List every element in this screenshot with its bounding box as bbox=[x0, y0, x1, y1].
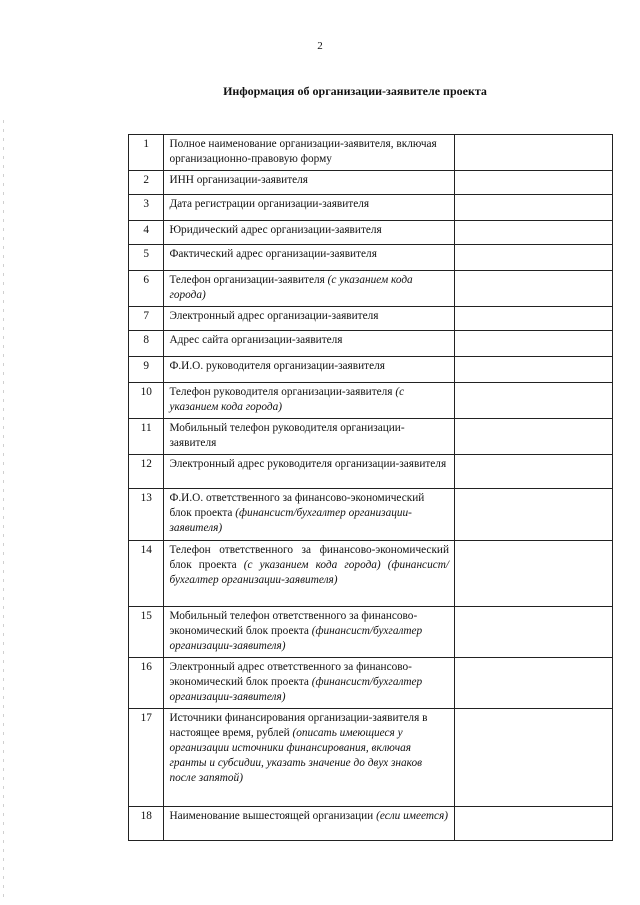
row-value-cell[interactable] bbox=[455, 331, 613, 357]
row-value-cell[interactable] bbox=[455, 195, 613, 221]
row-label-cell bbox=[164, 357, 455, 383]
table-row bbox=[129, 658, 613, 709]
row-note: (финансист/бухгалтер организации-заявителя) bbox=[169, 676, 423, 703]
row-label-cell bbox=[164, 607, 455, 658]
table-row bbox=[129, 135, 613, 171]
row-label-cell bbox=[164, 307, 455, 331]
row-number: 6 bbox=[129, 271, 164, 307]
row-label: Полное наименование организации-заявителя, включая организационно-правовую форму bbox=[169, 138, 437, 165]
organization-info-table bbox=[128, 134, 613, 841]
row-label: Источники финансирования организации-заявителя в настоящее время, рублей bbox=[169, 712, 428, 739]
row-label: Электронный адрес организации-заявителя bbox=[169, 310, 379, 322]
row-label-cell bbox=[164, 709, 455, 807]
table-row bbox=[129, 221, 613, 245]
row-value-cell[interactable] bbox=[455, 383, 613, 419]
row-value-cell[interactable] bbox=[455, 245, 613, 271]
table-row bbox=[129, 195, 613, 221]
row-number: 15 bbox=[129, 607, 164, 658]
table-row bbox=[129, 357, 613, 383]
row-label-cell bbox=[164, 195, 455, 221]
row-label-cell bbox=[164, 383, 455, 419]
row-label-cell bbox=[164, 455, 455, 489]
table-row bbox=[129, 489, 613, 541]
row-number: 14 bbox=[129, 541, 164, 607]
row-label: Телефон ответственного за финансово-экономический блок проекта bbox=[169, 544, 450, 571]
table-row bbox=[129, 709, 613, 807]
row-number: 16 bbox=[129, 658, 164, 709]
row-label: Электронный адрес руководителя организации-заявителя bbox=[169, 458, 447, 470]
scan-edge-artifact bbox=[3, 120, 4, 900]
page-title: Информация об организации-заявителе проекта bbox=[223, 84, 487, 98]
row-label: Телефон организации-заявителя bbox=[169, 274, 325, 286]
table-row bbox=[129, 419, 613, 455]
row-note: (с указанием кода города) (финансист/бухгалтер организации-заявителя) bbox=[169, 559, 450, 586]
row-number: 12 bbox=[129, 455, 164, 489]
table-row bbox=[129, 455, 613, 489]
row-number: 5 bbox=[129, 245, 164, 271]
row-number: 3 bbox=[129, 195, 164, 221]
row-number: 7 bbox=[129, 307, 164, 331]
table-row bbox=[129, 271, 613, 307]
row-label: Юридический адрес организации-заявителя bbox=[169, 224, 382, 236]
row-number: 17 bbox=[129, 709, 164, 807]
row-value-cell[interactable] bbox=[455, 807, 613, 841]
row-note: (финансист/бухгалтер организации-заявителя) bbox=[169, 625, 423, 652]
row-value-cell[interactable] bbox=[455, 489, 613, 541]
row-value-cell[interactable] bbox=[455, 357, 613, 383]
row-number: 11 bbox=[129, 419, 164, 455]
row-label-cell bbox=[164, 245, 455, 271]
row-note: (если имеется) bbox=[376, 810, 449, 822]
row-label-cell bbox=[164, 171, 455, 195]
row-label: Мобильный телефон ответственного за финансово-экономический блок проекта bbox=[169, 610, 418, 637]
page-number: 2 bbox=[317, 40, 323, 52]
row-label: Ф.И.О. руководителя организации-заявителя bbox=[169, 360, 385, 372]
row-value-cell[interactable] bbox=[455, 271, 613, 307]
row-label: Наименование вышестоящей организации bbox=[169, 810, 374, 822]
row-label: Мобильный телефон руководителя организации-заявителя bbox=[169, 422, 405, 449]
row-number: 9 bbox=[129, 357, 164, 383]
row-label-cell bbox=[164, 271, 455, 307]
row-number: 18 bbox=[129, 807, 164, 841]
row-label-cell bbox=[164, 541, 455, 607]
row-label: Телефон руководителя организации-заявителя bbox=[169, 386, 393, 398]
row-label: Дата регистрации организации-заявителя bbox=[169, 198, 370, 210]
row-value-cell[interactable] bbox=[455, 221, 613, 245]
row-value-cell[interactable] bbox=[455, 709, 613, 807]
row-label: Адрес сайта организации-заявителя bbox=[169, 334, 343, 346]
row-value-cell[interactable] bbox=[455, 419, 613, 455]
row-value-cell[interactable] bbox=[455, 658, 613, 709]
row-note: (финансист/бухгалтер организации-заявителя) bbox=[169, 507, 412, 534]
info-table-body bbox=[129, 135, 613, 841]
row-value-cell[interactable] bbox=[455, 171, 613, 195]
row-label-cell bbox=[164, 331, 455, 357]
table-row bbox=[129, 607, 613, 658]
row-number: 2 bbox=[129, 171, 164, 195]
row-label: Ф.И.О. ответственного за финансово-экономический блок проекта bbox=[169, 492, 425, 519]
row-label-cell bbox=[164, 658, 455, 709]
row-value-cell[interactable] bbox=[455, 541, 613, 607]
table-row bbox=[129, 383, 613, 419]
row-value-cell[interactable] bbox=[455, 307, 613, 331]
table-row bbox=[129, 331, 613, 357]
row-number: 1 bbox=[129, 135, 164, 171]
row-note: (с указанием кода города) bbox=[169, 386, 405, 413]
table-row bbox=[129, 541, 613, 607]
row-label: Фактический адрес организации-заявителя bbox=[169, 248, 377, 260]
row-label-cell bbox=[164, 489, 455, 541]
table-row bbox=[129, 807, 613, 841]
row-value-cell[interactable] bbox=[455, 455, 613, 489]
row-number: 4 bbox=[129, 221, 164, 245]
row-label: Электронный адрес ответственного за финансово-экономический блок проекта bbox=[169, 661, 412, 688]
table-row bbox=[129, 245, 613, 271]
row-label-cell bbox=[164, 135, 455, 171]
row-value-cell[interactable] bbox=[455, 607, 613, 658]
row-label-cell bbox=[164, 221, 455, 245]
row-number: 10 bbox=[129, 383, 164, 419]
row-label: ИНН организации-заявителя bbox=[169, 174, 308, 186]
row-value-cell[interactable] bbox=[455, 135, 613, 171]
row-label-cell bbox=[164, 419, 455, 455]
row-note: (описать имеющиеся у организации источники финансирования, включая гранты и субсидии, указать значение до двух знаков после запятой) bbox=[169, 727, 423, 784]
row-number: 13 bbox=[129, 489, 164, 541]
table-row bbox=[129, 307, 613, 331]
row-note: (с указанием кода города) bbox=[169, 274, 413, 301]
row-label-cell bbox=[164, 807, 455, 841]
table-row bbox=[129, 171, 613, 195]
row-number: 8 bbox=[129, 331, 164, 357]
